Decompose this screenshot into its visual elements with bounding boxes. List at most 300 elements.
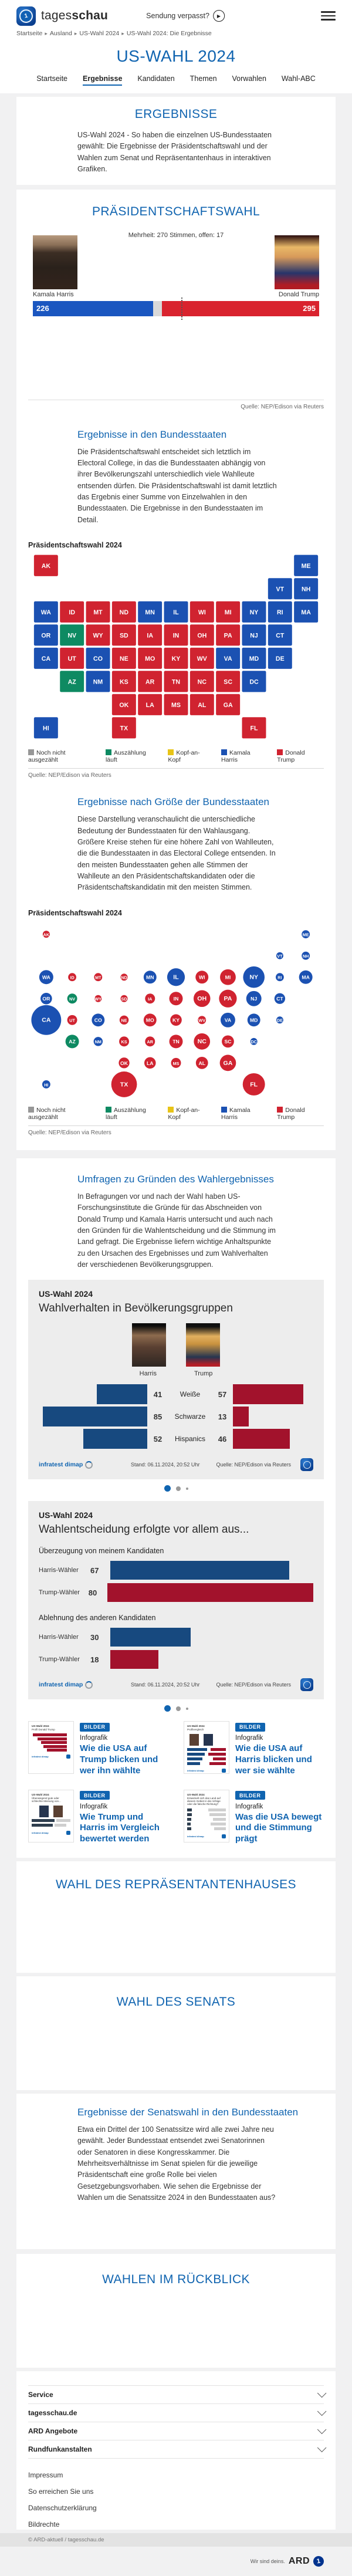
state-CT[interactable] <box>268 624 292 647</box>
accordion-tagesschau-de[interactable]: tagesschau.de <box>28 2404 324 2422</box>
ard-tagline: Wir sind deins. <box>250 2558 285 2564</box>
state-bubble-PA[interactable] <box>219 989 236 1007</box>
carousel-dot[interactable] <box>186 1708 188 1710</box>
teaser-item[interactable] <box>28 1721 168 1776</box>
svg-text:VT: VT <box>277 953 283 959</box>
state-SC[interactable] <box>215 671 240 693</box>
state-PA[interactable] <box>215 624 240 647</box>
tab-themen[interactable]: Themen <box>189 75 217 83</box>
state-bubble-DC[interactable] <box>251 1038 258 1045</box>
us-states-map[interactable] <box>28 554 324 741</box>
svg-text:SC: SC <box>224 1038 232 1044</box>
state-bubble-VA[interactable] <box>221 1013 235 1027</box>
infratest-dimap-logo: infratest dimap <box>39 1681 93 1689</box>
state-bubble-WV[interactable] <box>198 1016 206 1024</box>
teaser-title: Wie die USA auf Trump blicken und wer ihn wählte <box>80 1743 158 1776</box>
bundesstaaten-text: Die Präsidentschaftswahl entscheidet sich letztlich im Electoral College, in das die Bundesstaaten abhängig von ihrer Bevölkerungszahl unterschiedlich viele Wahlleute entsenden dürfen. Die Präsidentschaftswahl ist damit letztlich das Ergebnis einer Summe von Einzelwahlen in den Bundesstaaten. Die Ergebnisse in den Bundesstaaten im Detail. <box>77 447 277 524</box>
decision-row: Trump-Wähler 18 <box>39 1649 313 1670</box>
state-LA[interactable] <box>137 694 162 716</box>
brand-wordmark[interactable]: tagesschau <box>41 9 109 22</box>
svg-text:ND: ND <box>119 609 129 617</box>
tab-vorwahlen[interactable]: Vorwahlen <box>232 75 266 83</box>
state-bubble-NJ[interactable] <box>246 991 262 1006</box>
svg-text:WI: WI <box>198 609 206 617</box>
svg-text:AL: AL <box>198 1060 205 1066</box>
svg-text:IN: IN <box>173 995 179 1002</box>
carousel-dot[interactable] <box>176 1486 181 1491</box>
svg-text:MD: MD <box>249 1017 258 1023</box>
infographic-wahlverhalten <box>28 1280 324 1479</box>
harris-thumb-photo <box>132 1323 166 1367</box>
state-RI[interactable] <box>268 601 292 623</box>
svg-text:KS: KS <box>119 678 128 686</box>
trump-thumb-photo <box>186 1323 220 1367</box>
svg-text:MT: MT <box>95 975 101 981</box>
teaser-kicker: Infografik <box>235 1803 263 1810</box>
state-bubble-HI[interactable] <box>42 1080 50 1088</box>
state-IN[interactable] <box>164 624 188 647</box>
svg-text:DC: DC <box>251 1039 257 1044</box>
svg-text:MS: MS <box>171 702 181 709</box>
teaser-kicker: Infografik <box>80 1803 108 1810</box>
svg-text:KY: KY <box>171 655 181 663</box>
svg-text:NM: NM <box>94 1039 101 1044</box>
section-tabs <box>0 66 352 92</box>
svg-text:ND: ND <box>121 975 127 981</box>
bundesstaaten-heading: Ergebnisse in den Bundesstaaten <box>77 428 227 440</box>
state-MT[interactable] <box>86 601 110 623</box>
svg-text:WV: WV <box>198 1017 206 1023</box>
state-bubble-AL[interactable] <box>196 1057 208 1069</box>
svg-text:NJ: NJ <box>251 995 258 1002</box>
col-trump: Trump <box>194 1370 213 1378</box>
state-OH[interactable] <box>189 624 214 647</box>
svg-text:RI: RI <box>277 975 282 981</box>
state-bubble-DE[interactable] <box>276 1016 283 1023</box>
svg-text:CT: CT <box>276 995 283 1002</box>
chevron-down-icon <box>317 2443 327 2453</box>
svg-text:AR: AR <box>147 1039 153 1044</box>
svg-text:LA: LA <box>145 702 154 709</box>
state-AR[interactable] <box>137 671 162 693</box>
state-bubble-IA[interactable] <box>145 993 155 1003</box>
svg-text:OH: OH <box>197 632 207 640</box>
state-AZ[interactable] <box>59 671 84 693</box>
state-bubble-ME[interactable] <box>302 930 310 938</box>
state-HI[interactable] <box>33 717 58 739</box>
tab-wahl-abc[interactable]: Wahl-ABC <box>281 75 316 83</box>
chevron-down-icon <box>317 2425 327 2435</box>
svg-text:ME: ME <box>302 932 309 938</box>
state-bubble-KS[interactable] <box>119 1036 129 1046</box>
footer-link[interactable]: So erreichen Sie uns <box>28 2487 94 2496</box>
svg-text:OK: OK <box>119 702 129 709</box>
svg-text:NM: NM <box>93 678 103 686</box>
bilder-badge: BILDER <box>235 1723 265 1732</box>
state-IL[interactable] <box>164 601 188 623</box>
legend-item: Kopf-an-Kopf <box>168 749 200 764</box>
state-bubble-MA[interactable] <box>299 971 313 984</box>
svg-text:IL: IL <box>173 973 179 981</box>
state-bubble-NE[interactable] <box>120 1015 128 1024</box>
state-NE[interactable] <box>111 647 136 670</box>
carousel-dot[interactable] <box>186 1488 188 1490</box>
svg-text:ME: ME <box>301 563 311 570</box>
svg-text:WA: WA <box>42 974 50 981</box>
state-CA[interactable] <box>33 647 58 670</box>
state-bubble-TX[interactable] <box>111 1071 137 1097</box>
state-bubble-CT[interactable] <box>275 993 285 1003</box>
state-bubble-IN[interactable] <box>170 992 183 1005</box>
ard-one-icon: 1 <box>313 2555 325 2567</box>
accordion-service[interactable]: Service <box>28 2385 324 2404</box>
svg-text:AR: AR <box>145 678 155 686</box>
legend-item: Auszählung läuft <box>105 749 146 764</box>
svg-text:AL: AL <box>198 702 207 709</box>
ig1-kicker: US-Wahl 2024 <box>39 1289 93 1299</box>
svg-text:IN: IN <box>172 632 180 640</box>
state-bubble-NY[interactable] <box>243 966 265 988</box>
state-FL[interactable] <box>242 717 266 739</box>
state-bubble-WA[interactable] <box>39 970 53 984</box>
senatswahl-text: Etwa ein Drittel der 100 Senatssitze wird alle zwei Jahre neu gewählt. Jeder Bundesstaat entsendet zwei Senatorinnen oder Senatoren in diese Kongresskammer. Die Mehrheitsverhältnisse im Senat spielen für die jeweilige Präsidentschaft eine große Rolle bei vielen Gesetzgebungsvorhaben. Wie sehen die Ergebnisse der Wahlen um die Senatssitze 2024 in den Bundesstaaten aus? <box>77 2125 276 2202</box>
state-bubble-OH[interactable] <box>194 990 211 1007</box>
svg-text:TN: TN <box>172 1038 180 1044</box>
site-header <box>0 0 352 93</box>
state-NM[interactable] <box>86 671 110 693</box>
ergebnisse-card <box>16 97 336 185</box>
tagesschau-logo[interactable] <box>16 6 36 26</box>
state-WV[interactable] <box>189 647 214 670</box>
svg-text:NJ: NJ <box>250 632 258 640</box>
state-AK[interactable] <box>33 555 58 577</box>
state-NV[interactable] <box>59 624 84 647</box>
svg-text:MN: MN <box>145 609 155 617</box>
us-states-bubble-cartogram[interactable] <box>28 922 324 1098</box>
svg-text:KY: KY <box>172 1017 180 1023</box>
electoral-vote-bar: 226 295 <box>33 301 319 316</box>
repraesentantenhaus-card <box>16 1861 336 1973</box>
state-DE[interactable] <box>268 647 292 670</box>
svg-text:HI: HI <box>43 725 49 732</box>
state-SD[interactable] <box>111 624 136 647</box>
state-MS[interactable] <box>164 694 188 716</box>
praesidentschaftswahl-card <box>16 190 336 1150</box>
svg-text:ID: ID <box>69 609 75 617</box>
col-harris: Harris <box>139 1370 157 1378</box>
state-OK[interactable] <box>111 694 136 716</box>
state-bubble-MD[interactable] <box>248 1013 260 1026</box>
svg-text:IA: IA <box>147 632 153 640</box>
senatswahl-card <box>16 2094 336 2249</box>
legend-item: Noch nicht ausgezählt <box>28 749 66 764</box>
legend-item: Donald Trump <box>277 1106 305 1121</box>
svg-text:OK: OK <box>120 1060 128 1066</box>
state-ID[interactable] <box>59 601 84 623</box>
state-NY[interactable] <box>242 601 266 623</box>
svg-text:MI: MI <box>225 974 231 981</box>
svg-text:NC: NC <box>197 1037 207 1045</box>
svg-text:MD: MD <box>249 655 259 663</box>
source-note: Quelle: NEP/Edison via Reuters <box>241 403 324 410</box>
state-bubble-WI[interactable] <box>195 971 208 983</box>
tagesschau-mini-logo <box>300 1678 313 1691</box>
svg-text:OR: OR <box>41 632 51 640</box>
svg-text:NY: NY <box>249 609 259 617</box>
footer-link[interactable]: Impressum <box>28 2470 63 2479</box>
svg-text:AZ: AZ <box>67 678 76 686</box>
svg-text:UT: UT <box>69 1017 75 1023</box>
breadcrumb-item[interactable]: Startseite <box>16 30 43 37</box>
state-NJ[interactable] <box>242 624 266 647</box>
praesidentschaftswahl-heading: PRÄSIDENTSCHAFTSWAHL <box>92 204 260 218</box>
harris-photo <box>33 235 77 289</box>
tab-kandidaten[interactable]: Kandidaten <box>137 75 175 83</box>
carousel-dot[interactable] <box>164 1485 171 1492</box>
state-UT[interactable] <box>59 647 84 670</box>
breadcrumb-item[interactable]: US-Wahl 2024: Die Ergebnisse <box>126 30 212 37</box>
state-bubble-GA[interactable] <box>220 1054 236 1071</box>
legend-item: Donald Trump <box>277 749 305 764</box>
svg-text:TX: TX <box>120 1081 128 1088</box>
umfragen-heading: Umfragen zu Gründen des Wahlergebnisses <box>77 1173 274 1185</box>
bilder-badge: BILDER <box>235 1791 265 1800</box>
svg-text:TN: TN <box>171 678 181 686</box>
hamburger-menu-icon[interactable] <box>321 11 336 21</box>
state-ND[interactable] <box>111 601 136 623</box>
state-bubble-SC[interactable] <box>222 1035 234 1047</box>
svg-text:IA: IA <box>148 996 153 1002</box>
legend-item: Kamala Harris <box>221 749 251 764</box>
state-WY[interactable] <box>86 624 110 647</box>
state-bubble-CO[interactable] <box>92 1013 104 1026</box>
state-WI[interactable] <box>189 601 214 623</box>
footer-link[interactable]: Datenschutzerklärung <box>28 2503 97 2512</box>
carousel-dots <box>28 1705 324 1712</box>
state-TX[interactable] <box>111 717 136 739</box>
state-TN[interactable] <box>164 671 188 693</box>
majority-threshold-line <box>181 298 182 320</box>
accordion-ard-angebote[interactable]: ARD Angebote <box>28 2422 324 2440</box>
breadcrumb-item[interactable]: US-Wahl 2024 <box>79 30 120 37</box>
svg-text:DC: DC <box>249 678 259 686</box>
footer-link[interactable]: Bildrechte <box>28 2520 60 2528</box>
tagesschau-mini-logo <box>300 1458 313 1471</box>
svg-text:MN: MN <box>146 974 154 981</box>
svg-text:UT: UT <box>67 655 76 663</box>
state-bubble-NC[interactable] <box>194 1033 210 1050</box>
state-CO[interactable] <box>86 647 110 670</box>
state-bubble-ND[interactable] <box>121 973 128 981</box>
rueckblick-heading: WAHLEN IM RÜCKBLICK <box>102 2272 250 2286</box>
state-bubble-VT[interactable] <box>276 952 283 959</box>
svg-text:CO: CO <box>94 1017 102 1023</box>
state-bubble-IL[interactable] <box>167 968 185 986</box>
tab-ergebnisse[interactable]: Ergebnisse <box>83 75 122 86</box>
state-bubble-NH[interactable] <box>302 952 310 960</box>
state-MI[interactable] <box>215 601 240 623</box>
svg-text:GA: GA <box>223 1059 233 1067</box>
teaser-item[interactable] <box>184 1721 324 1776</box>
state-bubble-KY[interactable] <box>170 1014 182 1026</box>
state-bubble-SD[interactable] <box>121 995 128 1002</box>
svg-text:DE: DE <box>276 1017 283 1023</box>
svg-text:WY: WY <box>93 632 103 640</box>
sendung-verpasst-link[interactable]: Sendung verpasst? ▶ <box>146 10 225 22</box>
bubble-chart-label: Präsidentschaftswahl 2024 <box>28 908 122 917</box>
state-MD[interactable] <box>242 647 266 670</box>
svg-text:WA: WA <box>40 609 51 617</box>
senat-card <box>16 1976 336 2090</box>
svg-text:VT: VT <box>276 586 285 593</box>
state-OR[interactable] <box>33 624 58 647</box>
teaser-title: Wie die USA auf Harris blicken und wer sie wählte <box>235 1743 312 1776</box>
teaser-title: Was die USA bewegt und die Stimmung prägt <box>235 1811 322 1844</box>
state-bubble-MO[interactable] <box>144 1013 157 1026</box>
state-bubble-RI[interactable] <box>276 973 284 981</box>
chevron-down-icon <box>317 2389 327 2398</box>
svg-text:VA: VA <box>224 655 232 663</box>
groesse-heading: Ergebnisse nach Größe der Bundesstaaten <box>77 796 269 808</box>
ergebnisse-heading: ERGEBNISSE <box>134 107 218 121</box>
state-KS[interactable] <box>111 671 136 693</box>
senat-heading: WAHL DES SENATS <box>116 1994 236 2009</box>
page-title: US-WAHL 2024 <box>116 47 236 65</box>
quelle-label: Quelle: NEP/Edison via Reuters <box>216 1462 291 1468</box>
umfragen-card <box>16 1158 336 1858</box>
teaser-thumbnail: US-Wahl 2024 Profilvergleich infratest dimap <box>184 1721 229 1774</box>
accordion-rundfunkanstalten[interactable]: Rundfunkanstalten <box>28 2440 324 2459</box>
svg-text:MA: MA <box>301 609 311 617</box>
svg-text:CA: CA <box>42 1016 51 1024</box>
state-bubble-MT[interactable] <box>94 973 102 981</box>
decision-row: Trump-Wähler 80 <box>39 1582 313 1603</box>
state-bubble-UT[interactable] <box>67 1015 77 1025</box>
state-NH[interactable] <box>293 578 318 600</box>
state-VA[interactable] <box>215 647 240 670</box>
svg-text:SD: SD <box>119 632 128 640</box>
state-bubble-ID[interactable] <box>68 973 76 981</box>
state-bubble-MS[interactable] <box>171 1058 181 1068</box>
tab-startseite[interactable]: Startseite <box>36 75 68 83</box>
decision-row: Harris-Wähler 30 <box>39 1627 313 1648</box>
carousel-dot[interactable] <box>164 1705 171 1712</box>
stand-label: Stand: 06.11.2024, 20:52 Uhr <box>131 1462 200 1468</box>
state-ME[interactable] <box>293 555 318 577</box>
teaser-kicker: Infografik <box>235 1735 263 1742</box>
harris-name: Kamala Harris <box>33 290 74 298</box>
bubble-legend <box>28 1107 324 1121</box>
bubble-source: Quelle: NEP/Edison via Reuters <box>28 1129 111 1136</box>
svg-text:TX: TX <box>120 725 128 732</box>
legend-item: Auszählung läuft <box>105 1106 146 1121</box>
demographics-row: 41 Weiße 57 <box>39 1383 313 1405</box>
repraesentantenhaus-heading: WAHL DES REPRÄSENTANTENHAUSES <box>56 1877 296 1891</box>
legend-item: Kopf-an-Kopf <box>168 1106 200 1121</box>
play-icon: ▶ <box>213 10 225 22</box>
ard-logo: ARD <box>288 2555 310 2566</box>
infratest-dimap-logo: infratest dimap <box>39 1461 93 1469</box>
teaser-item[interactable] <box>184 1790 324 1845</box>
state-bubble-AK[interactable] <box>43 931 50 938</box>
svg-text:AK: AK <box>43 932 50 938</box>
trump-name: Donald Trump <box>278 290 319 298</box>
svg-text:ID: ID <box>70 975 75 981</box>
carousel-dot[interactable] <box>176 1706 181 1711</box>
trump-photo <box>275 235 319 289</box>
svg-text:MI: MI <box>224 609 232 617</box>
svg-text:MO: MO <box>145 1017 154 1023</box>
electoral-college-graphic <box>28 231 324 313</box>
teaser-thumbnail: US-Wahl 2024 Überwiegend gute oder schlechte Meinung von... infratest dimap <box>28 1790 74 1843</box>
groesse-text: Diese Darstellung veranschaulicht die unterschiedliche Bedeutung der Bundesstaaten für den Wahlausgang. Größere Kreise stehen für eine höhere Zahl von Wahlleuten, die die Bundesstaaten in das Electoral College entsenden. In den meisten Bundesstaaten gehen alle Stimmen der Wahlleute an den Präsidentschaftskandidaten oder die Präsidentschaftskandidatin mit den meisten Stimmen. <box>77 815 276 892</box>
state-bubble-OK[interactable] <box>119 1057 129 1068</box>
state-MN[interactable] <box>137 601 162 623</box>
state-bubble-NM[interactable] <box>94 1037 103 1046</box>
state-bubble-LA[interactable] <box>144 1057 156 1069</box>
state-VT[interactable] <box>268 578 292 600</box>
ig1-title: Wahlverhalten in Bevölkerungsgruppen <box>39 1302 233 1315</box>
svg-text:FL: FL <box>250 1081 258 1088</box>
state-bubble-NV[interactable] <box>67 993 77 1003</box>
map-legend <box>28 749 324 763</box>
state-bubble-WY[interactable] <box>94 995 101 1002</box>
state-bubble-FL[interactable] <box>243 1073 265 1096</box>
svg-text:MA: MA <box>302 974 310 981</box>
svg-text:CA: CA <box>41 655 51 663</box>
svg-text:WI: WI <box>198 974 205 981</box>
svg-text:GA: GA <box>223 702 233 709</box>
breadcrumb: Startseite ▸ Ausland ▸ US-Wahl 2024 ▸ US-Wahl 2024: Die Ergebnisse <box>16 30 212 37</box>
svg-text:NY: NY <box>249 973 259 981</box>
state-GA[interactable] <box>215 694 240 716</box>
svg-text:HI: HI <box>44 1082 49 1088</box>
svg-text:WV: WV <box>197 655 207 663</box>
state-IA[interactable] <box>137 624 162 647</box>
footer-accordion <box>28 2385 324 2459</box>
breadcrumb-item[interactable]: Ausland <box>49 30 72 37</box>
state-bubble-MN[interactable] <box>144 971 157 983</box>
state-KY[interactable] <box>164 647 188 670</box>
svg-text:CT: CT <box>276 632 285 640</box>
state-WA[interactable] <box>33 601 58 623</box>
svg-text:PA: PA <box>224 632 232 640</box>
state-DC[interactable] <box>242 671 266 693</box>
map-source: Quelle: NEP/Edison via Reuters <box>28 772 111 779</box>
state-bubble-AR[interactable] <box>145 1036 155 1046</box>
state-bubble-OR[interactable] <box>40 993 52 1005</box>
demographics-row: 52 Hispanics 46 <box>39 1428 313 1450</box>
bilder-badge: BILDER <box>80 1723 110 1732</box>
state-MA[interactable] <box>293 601 318 623</box>
teaser-thumbnail: US-Wahl 2024 Profil Donald Trump infratest dimap <box>28 1721 74 1774</box>
state-bubble-TN[interactable] <box>170 1035 183 1048</box>
svg-text:MS: MS <box>172 1060 180 1066</box>
state-bubble-AZ[interactable] <box>66 1035 79 1048</box>
svg-text:SD: SD <box>121 996 127 1002</box>
state-bubble-CA[interactable] <box>31 1005 61 1035</box>
state-MO[interactable] <box>137 647 162 670</box>
svg-text:VA: VA <box>224 1017 232 1023</box>
state-bubble-MI[interactable] <box>220 969 236 985</box>
state-AL[interactable] <box>189 694 214 716</box>
chevron-down-icon <box>317 2407 327 2416</box>
copyright: © ARD-aktuell / tagesschau.de <box>0 2533 352 2547</box>
teaser-item[interactable] <box>28 1790 168 1845</box>
state-NC[interactable] <box>189 671 214 693</box>
demographics-row: 85 Schwarze 13 <box>39 1405 313 1428</box>
svg-text:NV: NV <box>67 632 77 640</box>
